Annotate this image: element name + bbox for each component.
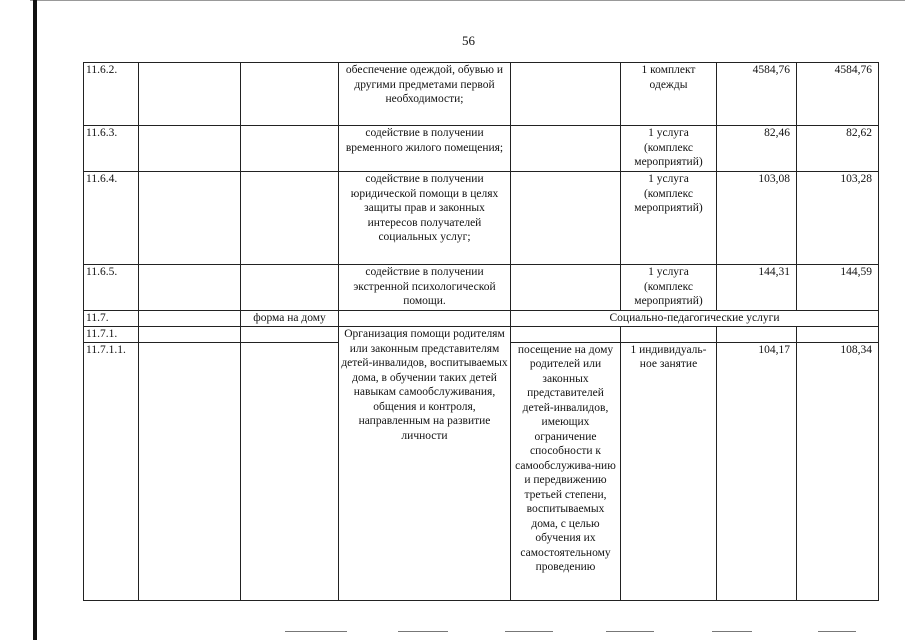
scan-left-border (33, 0, 37, 640)
value-2: 144,59 (797, 265, 879, 311)
value-2: 82,62 (797, 126, 879, 172)
value-2: 108,34 (797, 342, 879, 600)
form-cell: форма на дому (241, 311, 339, 327)
value-1: 144,31 (717, 265, 797, 311)
unit-cell: 1 услуга (комплекс мероприятий) (621, 172, 717, 265)
scan-artifact-line (606, 631, 654, 632)
unit-cell: 1 услуга (комплекс мероприятий) (621, 265, 717, 311)
empty-cell (139, 126, 241, 172)
scan-artifact-line (285, 631, 347, 632)
empty-cell (621, 327, 717, 343)
row-number: 11.6.3. (84, 126, 139, 172)
row-number: 11.7. (84, 311, 139, 327)
service-note (511, 63, 621, 126)
service-note (511, 172, 621, 265)
value-2: 103,28 (797, 172, 879, 265)
table-row-section (84, 311, 879, 327)
form-cell (241, 265, 339, 311)
empty-cell (139, 327, 241, 343)
value-1: 82,46 (717, 126, 797, 172)
scan-artifact-line (818, 631, 856, 632)
row-number: 11.7.1.1. (84, 342, 139, 600)
service-name: обеспечение одеждой, обувью и другими предметами первой необходимости; (339, 63, 511, 126)
scan-artifact-line (712, 631, 752, 632)
service-note (511, 265, 621, 311)
unit-cell: 1 услуга (комплекс мероприятий) (621, 126, 717, 172)
empty-cell (241, 327, 339, 343)
value-1: 103,08 (717, 172, 797, 265)
page-number: 56 (462, 33, 475, 48)
row-number: 11.6.4. (84, 172, 139, 265)
row-number: 11.6.2. (84, 63, 139, 126)
empty-cell (511, 327, 621, 343)
service-name: Организация помощи родителям или законным представителям детей-инвалидов, воспитываемых дома, в обучении таких детей навыкам самообслуживания, общения и контроля, направленным на развитие личности (339, 327, 511, 601)
empty-cell (797, 327, 879, 343)
empty-cell (139, 311, 241, 327)
tariff-table (83, 62, 879, 601)
unit-cell: 1 индивидуаль-ное занятие (621, 342, 717, 600)
empty-cell (241, 342, 339, 600)
value-1: 4584,76 (717, 63, 797, 126)
form-cell (241, 126, 339, 172)
service-note: посещение на дому родителей или законных представителей детей-инвалидов, имеющих ограничение способности к самообслужива-нию и передвижению третьей степени, воспитываемых дома, с целью обучения их самостоятельному проведению (511, 342, 621, 600)
service-name: содействие в получении временного жилого помещения; (339, 126, 511, 172)
table-row (84, 172, 879, 265)
table-row (84, 126, 879, 172)
table-row (84, 63, 879, 126)
form-cell (241, 63, 339, 126)
row-number: 11.6.5. (84, 265, 139, 311)
row-number: 11.7.1. (84, 327, 139, 343)
empty-cell (139, 265, 241, 311)
empty-cell (139, 342, 241, 600)
empty-cell (139, 172, 241, 265)
top-edge-line (30, 0, 905, 1)
empty-cell (339, 311, 511, 327)
service-name: содействие в получении экстренной психологической помощи. (339, 265, 511, 311)
table-row (84, 327, 879, 343)
scan-artifact-line (505, 631, 553, 632)
empty-cell (717, 327, 797, 343)
section-title: Социально-педагогические услуги (511, 311, 879, 327)
form-cell (241, 172, 339, 265)
scan-artifact-line (398, 631, 448, 632)
unit-cell: 1 комплект одежды (621, 63, 717, 126)
service-name: содействие в получении юридической помощи в целях защиты прав и законных интересов получателей социальных услуг; (339, 172, 511, 265)
service-note (511, 126, 621, 172)
value-1: 104,17 (717, 342, 797, 600)
table-row (84, 265, 879, 311)
value-2: 4584,76 (797, 63, 879, 126)
empty-cell (139, 63, 241, 126)
